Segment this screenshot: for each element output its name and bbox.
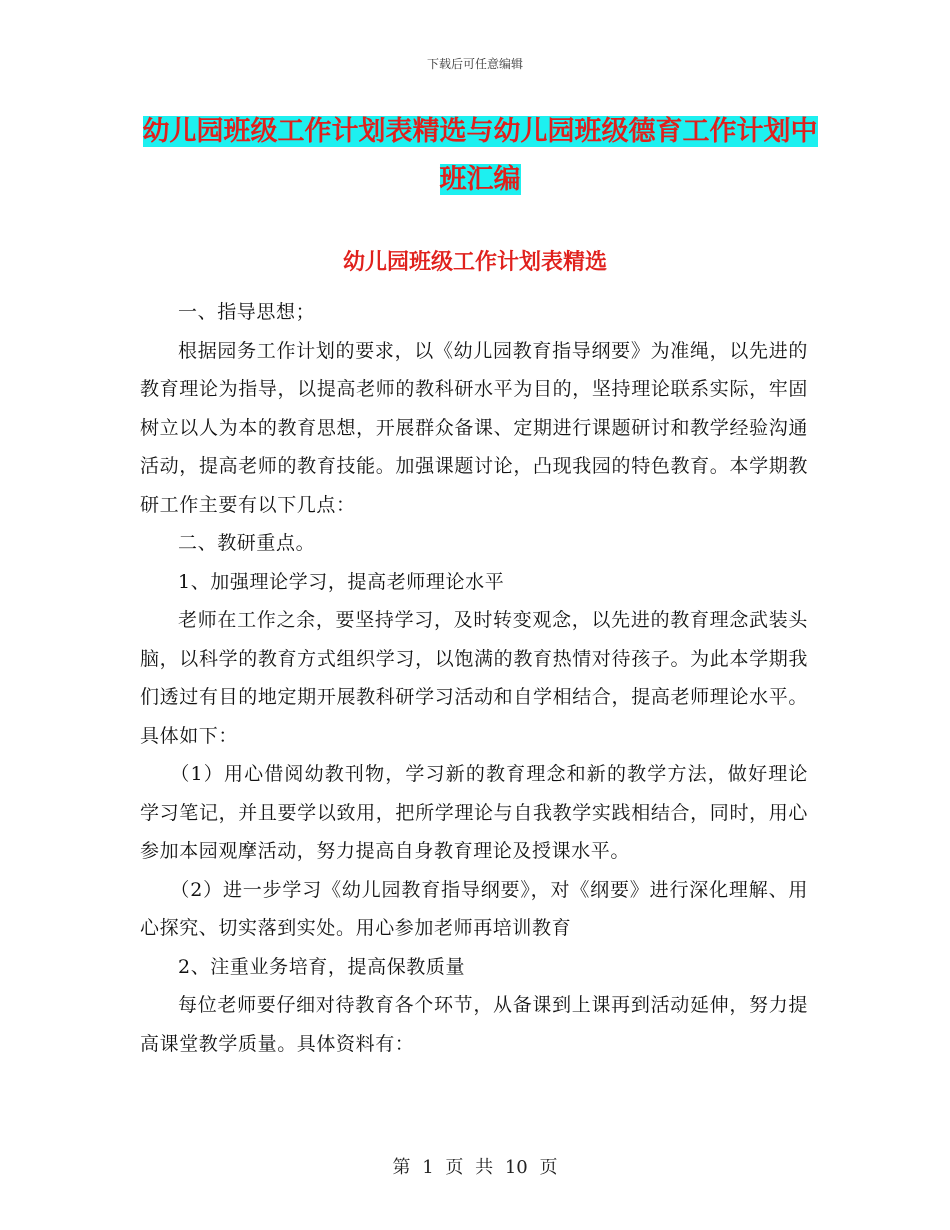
- paragraph: 根据园务工作计划的要求，以《幼儿园教育指导纲要》为准绳，以先进的教育理论为指导，以提高老师的教科研水平为目的，坚持理论联系实际，牢固树立以人为本的教育思想，开展群众备课、定期进行课题研讨和教学经验沟通活动，提高老师的教育技能。加强课题讨论，凸现我园的特色教育。本学期教研工作主要有以下几点：: [140, 339, 808, 516]
- paragraph: 老师在工作之余，要坚持学习，及时转变观念，以先进的教育理念武装头脑，以科学的教育方式组织学习，以饱满的教育热情对待孩子。为此本学期我们透过有目的地定期开展教科研学习活动和自学相结合，提高老师理论水平。具体如下：: [140, 609, 808, 747]
- heading-research-focus: 二、教研重点。: [178, 532, 316, 554]
- heading-item-2: 2、注重业务培育，提高保教质量: [178, 955, 466, 978]
- paragraph: （2）进一步学习《幼儿园教育指导纲要》，对《纲要》进行深化理解、用心探究、切实落到实处。用心参加老师再培训教育: [140, 878, 808, 939]
- page-footer: 第 1 页 共 10 页: [392, 1157, 558, 1178]
- paragraph: 每位老师要仔细对待教育各个环节，从备课到上课再到活动延伸，努力提高课堂教学质量。具体资料有：: [140, 994, 808, 1055]
- heading-item-1: 1、加强理论学习，提高老师理论水平: [178, 570, 505, 593]
- document-title-text: 幼儿园班级工作计划表精选与幼儿园班级德育工作计划中班汇编: [142, 116, 818, 195]
- document-title: [140, 108, 820, 204]
- section-title: 幼儿园班级工作计划表精选: [342, 250, 607, 275]
- header-note: 下载后可任意编辑: [426, 57, 523, 71]
- document-body: [140, 293, 808, 1063]
- paragraph: （1）用心借阅幼教刊物，学习新的教育理念和新的教学方法，做好理论学习笔记，并且要学以致用，把所学理论与自我教学实践相结合，同时，用心参加本园观摩活动，努力提高自身教育理论及授课水平。: [140, 763, 808, 862]
- heading-guiding-ideology: 一、指导思想；: [178, 301, 316, 323]
